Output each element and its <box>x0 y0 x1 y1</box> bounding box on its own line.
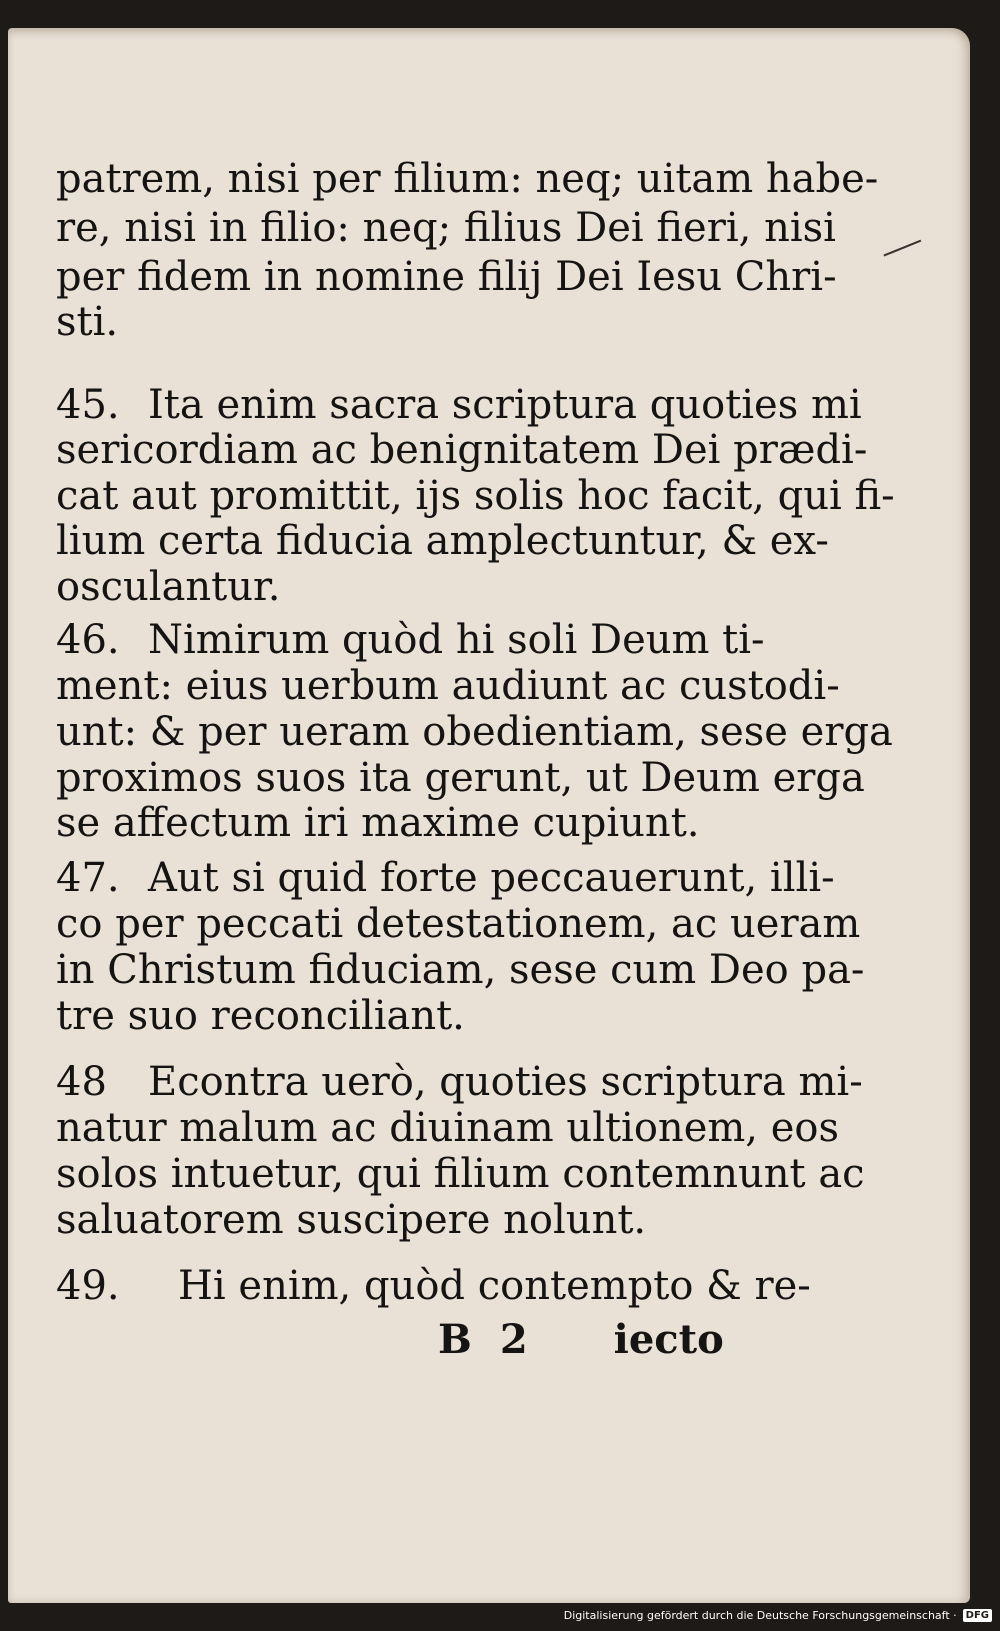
text-line: Ita enim sacra scriptura quoties mi <box>148 382 862 428</box>
paragraph-first-line <box>56 1263 811 1309</box>
signature-mark: B <box>438 1316 472 1363</box>
digitization-credit <box>564 1605 992 1625</box>
catchword: iecto <box>613 1316 724 1363</box>
text-line: tre suo reconciliant. <box>56 993 465 1039</box>
text-line: unt: & per ueram obedientiam, sese erga <box>56 709 893 755</box>
book-page <box>8 28 970 1603</box>
text-line: co per peccati detestationem, ac ueram <box>56 901 861 947</box>
paragraph-first-line <box>56 382 862 428</box>
paragraph-number: 48 <box>56 1059 107 1105</box>
dfg-logo: DFG <box>963 1609 992 1622</box>
signature-line <box>438 1316 724 1363</box>
text-line: Nimirum quòd hi soli Deum ti- <box>148 617 765 663</box>
paragraph-first-line <box>56 855 835 901</box>
signature-number: 2 <box>499 1316 528 1363</box>
text-line: Econtra uerò, quoties scriptura mi- <box>148 1059 863 1105</box>
paragraph-first-line <box>56 617 765 663</box>
text-line: cat aut promittit, ijs solis hoc facit, qui fi- <box>56 473 895 519</box>
text-line: proximos suos ita gerunt, ut Deum erga <box>56 755 865 801</box>
paragraph-number: 46. <box>56 617 120 663</box>
text-line: in Christum fiduciam, sese cum Deo pa- <box>56 947 865 993</box>
paragraph-number: 45. <box>56 382 120 428</box>
text-line: se affectum iri maxime cupiunt. <box>56 800 700 846</box>
text-line: Hi enim, quòd contempto & re- <box>178 1263 811 1309</box>
credit-text: Digitalisierung gefördert durch die Deutsche Forschungsgemeinschaft · <box>563 1608 957 1622</box>
text-line: re, nisi in filio: neq; filius Dei fieri, nisi <box>56 205 836 251</box>
text-line: per fidem in nomine filij Dei Iesu Chri- <box>56 254 837 300</box>
text-line: natur malum ac diuinam ultionem, eos <box>56 1105 840 1151</box>
text-line: lium certa fiducia amplectuntur, & ex- <box>56 518 829 564</box>
paragraph-number: 47. <box>56 855 120 901</box>
text-line: sti. <box>56 299 119 345</box>
text-line: osculantur. <box>56 564 281 610</box>
text-line: sericordiam ac benignitatem Dei prædi- <box>56 427 868 473</box>
paragraph-number: 49. <box>56 1263 120 1309</box>
text-line: solos intuetur, qui filium contemnunt ac <box>56 1151 865 1197</box>
text-line: ment: eius uerbum audiunt ac custodi- <box>56 663 840 709</box>
text-line: patrem, nisi per filium: neq; uitam habe- <box>56 156 879 202</box>
text-line: Aut si quid forte peccauerunt, illi- <box>148 855 835 901</box>
paragraph-first-line <box>56 1059 863 1105</box>
text-line: saluatorem suscipere nolunt. <box>56 1197 647 1243</box>
pencil-mark <box>883 240 932 285</box>
